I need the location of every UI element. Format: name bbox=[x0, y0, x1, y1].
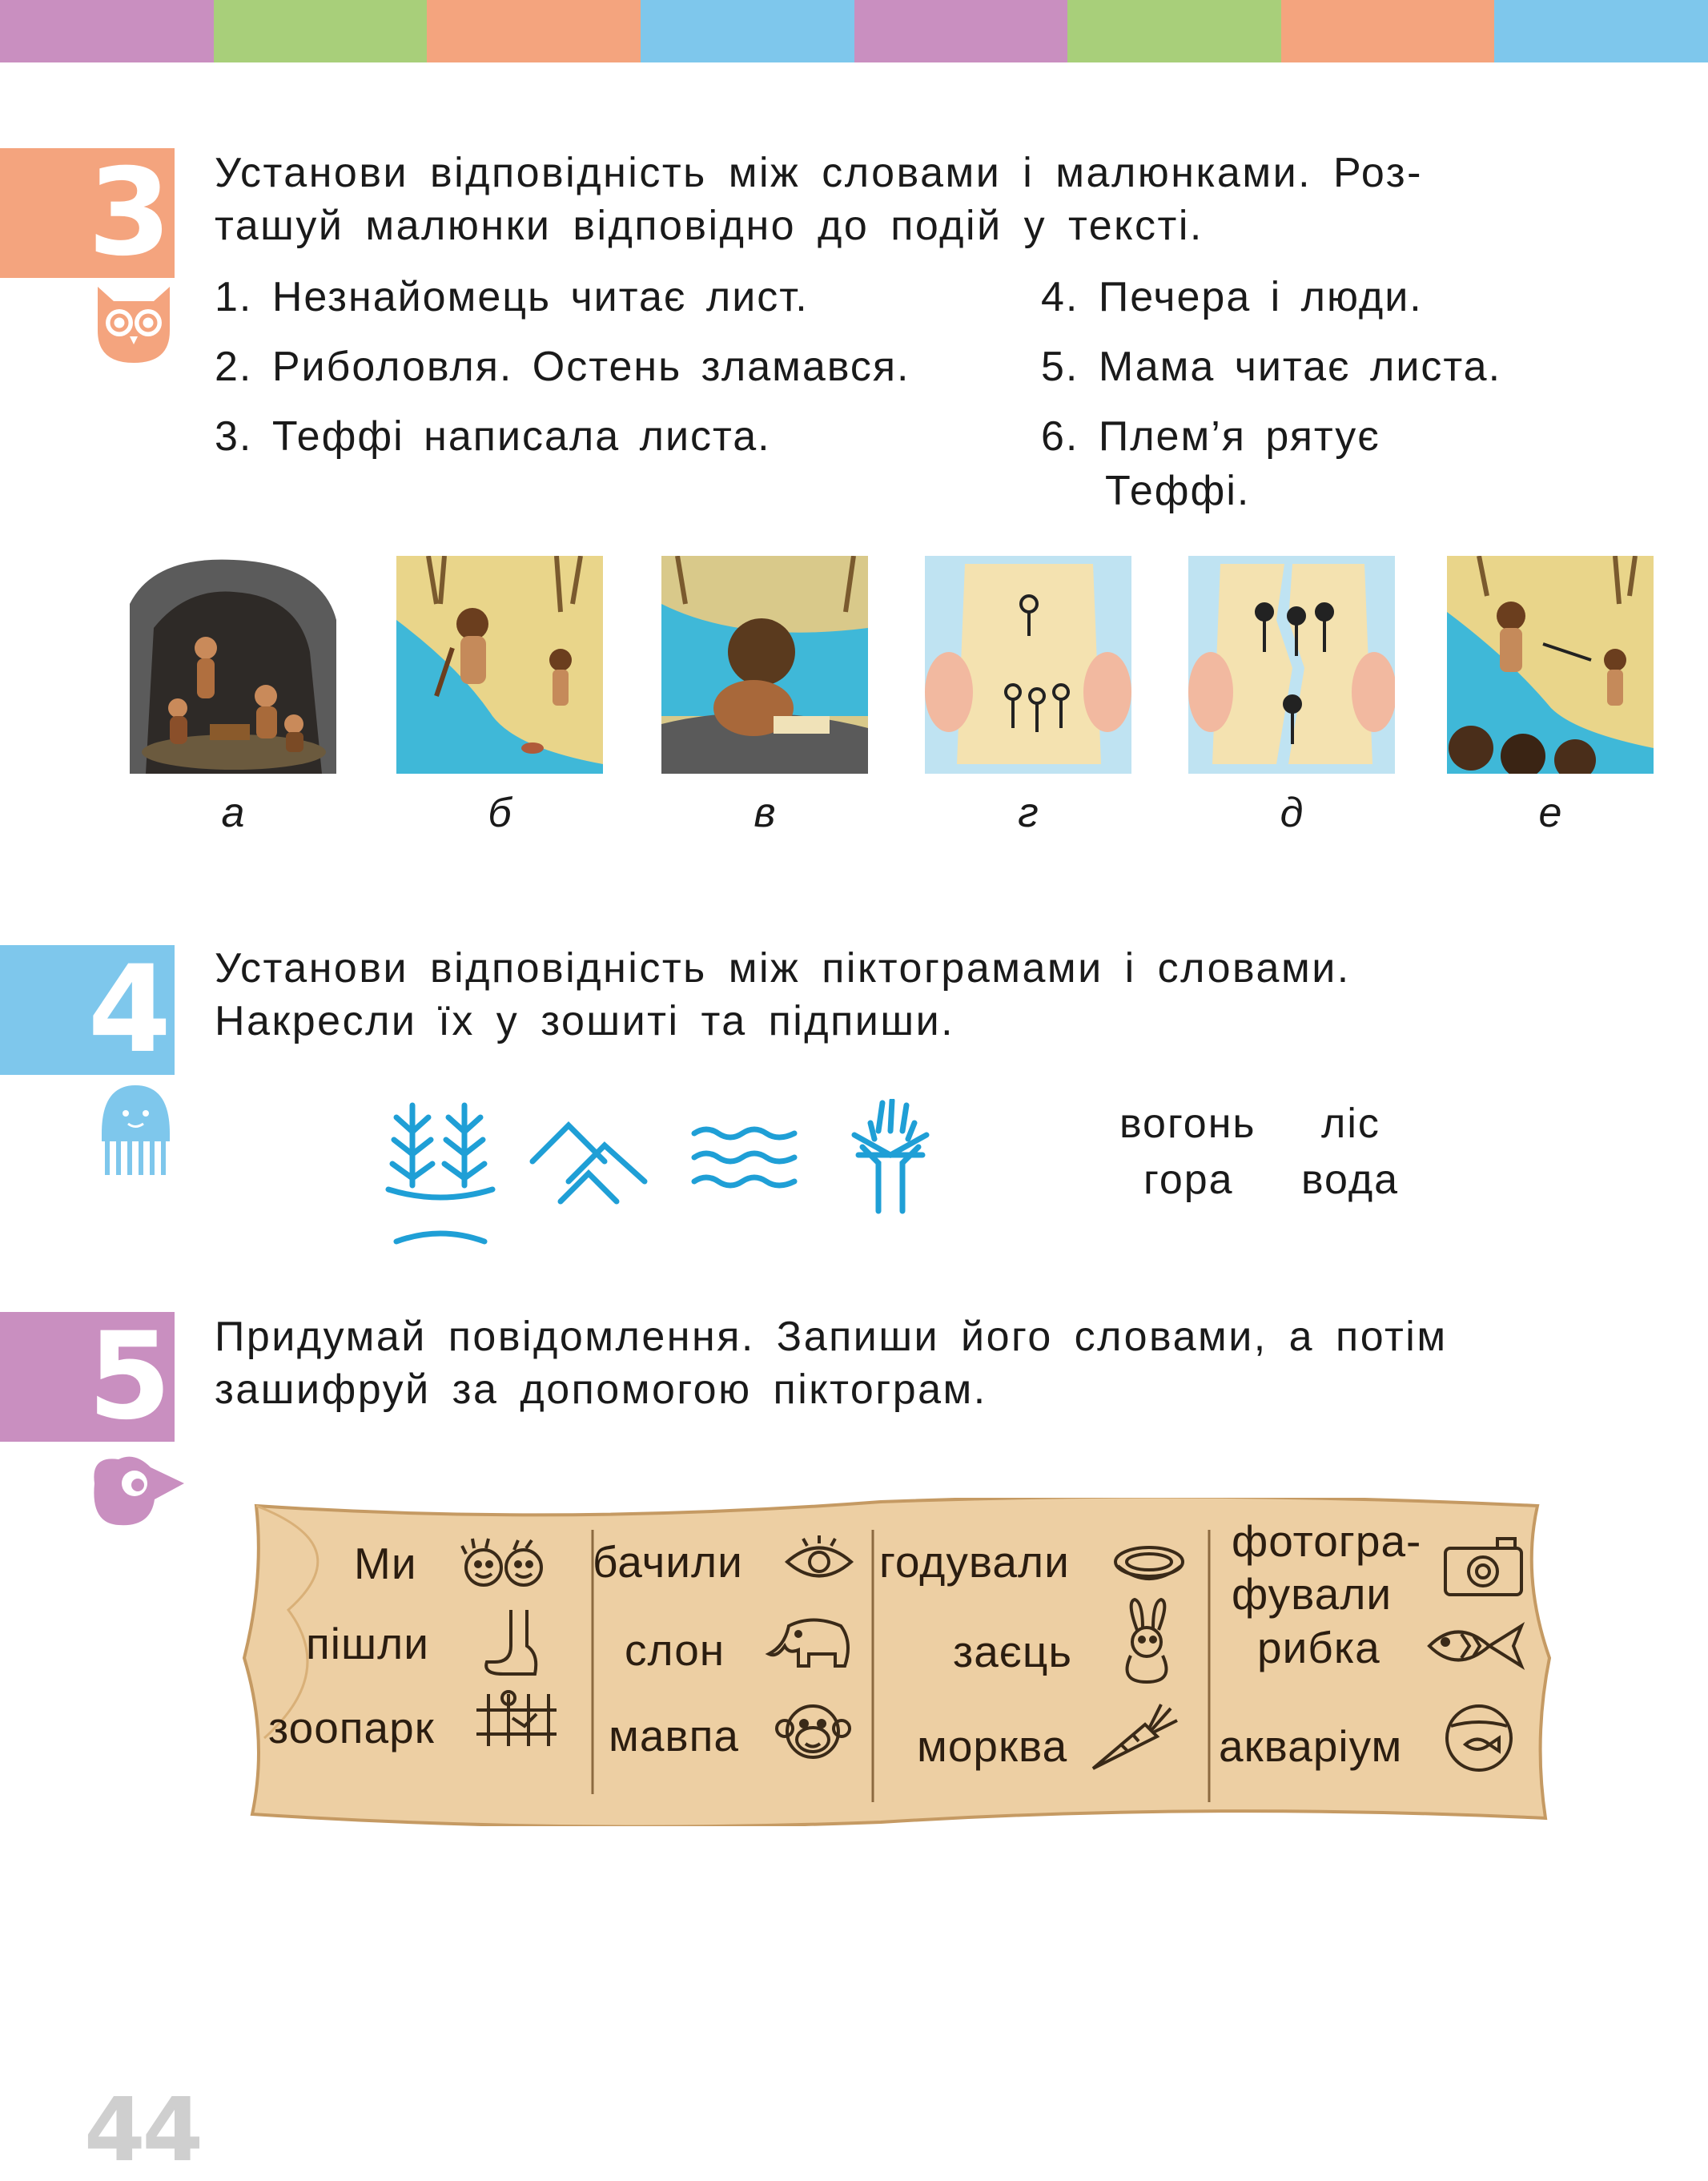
river-fishing-image bbox=[396, 556, 603, 774]
forest-pictogram-icon bbox=[384, 1101, 496, 1266]
task-3-item: 6. Плем’я рятує bbox=[1041, 413, 1380, 460]
water-pictogram-icon bbox=[690, 1121, 798, 1197]
stripe-segment bbox=[641, 0, 854, 62]
stripe-segment bbox=[1067, 0, 1281, 62]
stripe-segment bbox=[427, 0, 641, 62]
elephant-icon bbox=[765, 1610, 857, 1682]
task-3-item: 2. Риболовля. Остень зламався. bbox=[215, 344, 910, 390]
word-fire: вогонь bbox=[1119, 1101, 1256, 1147]
picture-label: г bbox=[1018, 790, 1039, 836]
scroll-word-we: Ми bbox=[354, 1539, 417, 1588]
stripe-segment bbox=[0, 0, 214, 62]
bowl-icon bbox=[1111, 1542, 1188, 1594]
scroll-word-monkey: мавпа bbox=[609, 1711, 739, 1760]
scroll-word-fish: рибка bbox=[1257, 1623, 1380, 1672]
bird-icon bbox=[86, 1451, 187, 1535]
scroll-word-elephant: слон bbox=[625, 1625, 725, 1675]
scroll-word-went: пішли bbox=[306, 1619, 429, 1668]
task-3-number: 3 bbox=[0, 148, 175, 278]
two-faces-icon bbox=[458, 1534, 550, 1602]
picture-label: б bbox=[488, 790, 512, 836]
scroll-word-carrot: морква bbox=[917, 1721, 1068, 1771]
task-3-item: 3. Теффі написала листа. bbox=[215, 413, 771, 460]
eye-icon bbox=[783, 1534, 855, 1594]
picture-label: е bbox=[1538, 790, 1562, 836]
word-mountain: гора bbox=[1143, 1157, 1234, 1203]
scroll-word-photographed-part2: фували bbox=[1232, 1569, 1393, 1619]
task-3-instruction-line2: ташуй малюнки відповідно до подій у тексті. bbox=[215, 203, 1204, 249]
task-5-instruction-line1: Придумай повідомлення. Запиши його словами, а потім bbox=[215, 1314, 1448, 1360]
girl-drawing-image bbox=[661, 556, 868, 774]
task-3-item-continuation: Теффі. bbox=[1105, 468, 1251, 514]
scroll-word-saw: бачили bbox=[593, 1537, 743, 1587]
fire-pictogram-icon bbox=[842, 1099, 938, 1219]
task-3-item: 1. Незнайомець читає лист. bbox=[215, 274, 809, 320]
jellyfish-icon bbox=[98, 1085, 174, 1181]
picture-label: д bbox=[1280, 790, 1304, 836]
task-4-instruction-line2: Накресли їх у зошиті та підпиши. bbox=[215, 998, 955, 1044]
torn-letter-image bbox=[1188, 556, 1395, 774]
monkey-face-icon bbox=[775, 1698, 851, 1770]
scroll-word-aquarium: акваріум bbox=[1219, 1721, 1403, 1771]
scroll-word-hare: заєць bbox=[953, 1627, 1073, 1676]
task-3-item: 4. Печера і люди. bbox=[1041, 274, 1423, 320]
picture-label: а bbox=[221, 790, 245, 836]
tribe-rescue-image bbox=[1447, 556, 1654, 774]
task-4-number: 4 bbox=[0, 945, 175, 1075]
cave-family-image bbox=[130, 556, 336, 774]
picture-label: в bbox=[754, 790, 776, 836]
task-3-item: 5. Мама читає листа. bbox=[1041, 344, 1502, 390]
camera-icon bbox=[1441, 1534, 1525, 1602]
hare-icon bbox=[1115, 1598, 1179, 1690]
carrot-icon bbox=[1089, 1696, 1181, 1777]
pictogram-scroll bbox=[240, 1498, 1553, 1826]
stripe-segment bbox=[854, 0, 1068, 62]
task-4-instruction-line1: Установи відповідність між піктограмами і словами. bbox=[215, 945, 1351, 992]
word-forest: ліс bbox=[1321, 1101, 1380, 1147]
top-color-stripe bbox=[0, 0, 1708, 62]
foot-icon bbox=[479, 1606, 543, 1682]
stripe-segment bbox=[1281, 0, 1495, 62]
fish-icon bbox=[1425, 1618, 1525, 1678]
scroll-word-zoo: зоопарк bbox=[268, 1703, 435, 1752]
page-number: 44 bbox=[84, 2078, 201, 2181]
scroll-word-photographed-part1: фотогра- bbox=[1232, 1516, 1422, 1566]
task-5-number: 5 bbox=[0, 1312, 175, 1442]
letter-hands-image bbox=[925, 556, 1131, 774]
stripe-segment bbox=[1494, 0, 1708, 62]
mountain-pictogram-icon bbox=[528, 1117, 649, 1209]
aquarium-icon bbox=[1441, 1698, 1517, 1778]
task-5-instruction-line2: зашифруй за допомогою піктограм. bbox=[215, 1366, 987, 1413]
word-water: вода bbox=[1301, 1157, 1400, 1203]
owl-icon bbox=[90, 287, 178, 367]
stripe-segment bbox=[214, 0, 428, 62]
scroll-word-fed: годували bbox=[879, 1537, 1070, 1587]
zoo-fence-icon bbox=[472, 1686, 561, 1754]
task-3-instruction-line1: Установи відповідність між словами і малюнками. Роз- bbox=[215, 150, 1423, 196]
